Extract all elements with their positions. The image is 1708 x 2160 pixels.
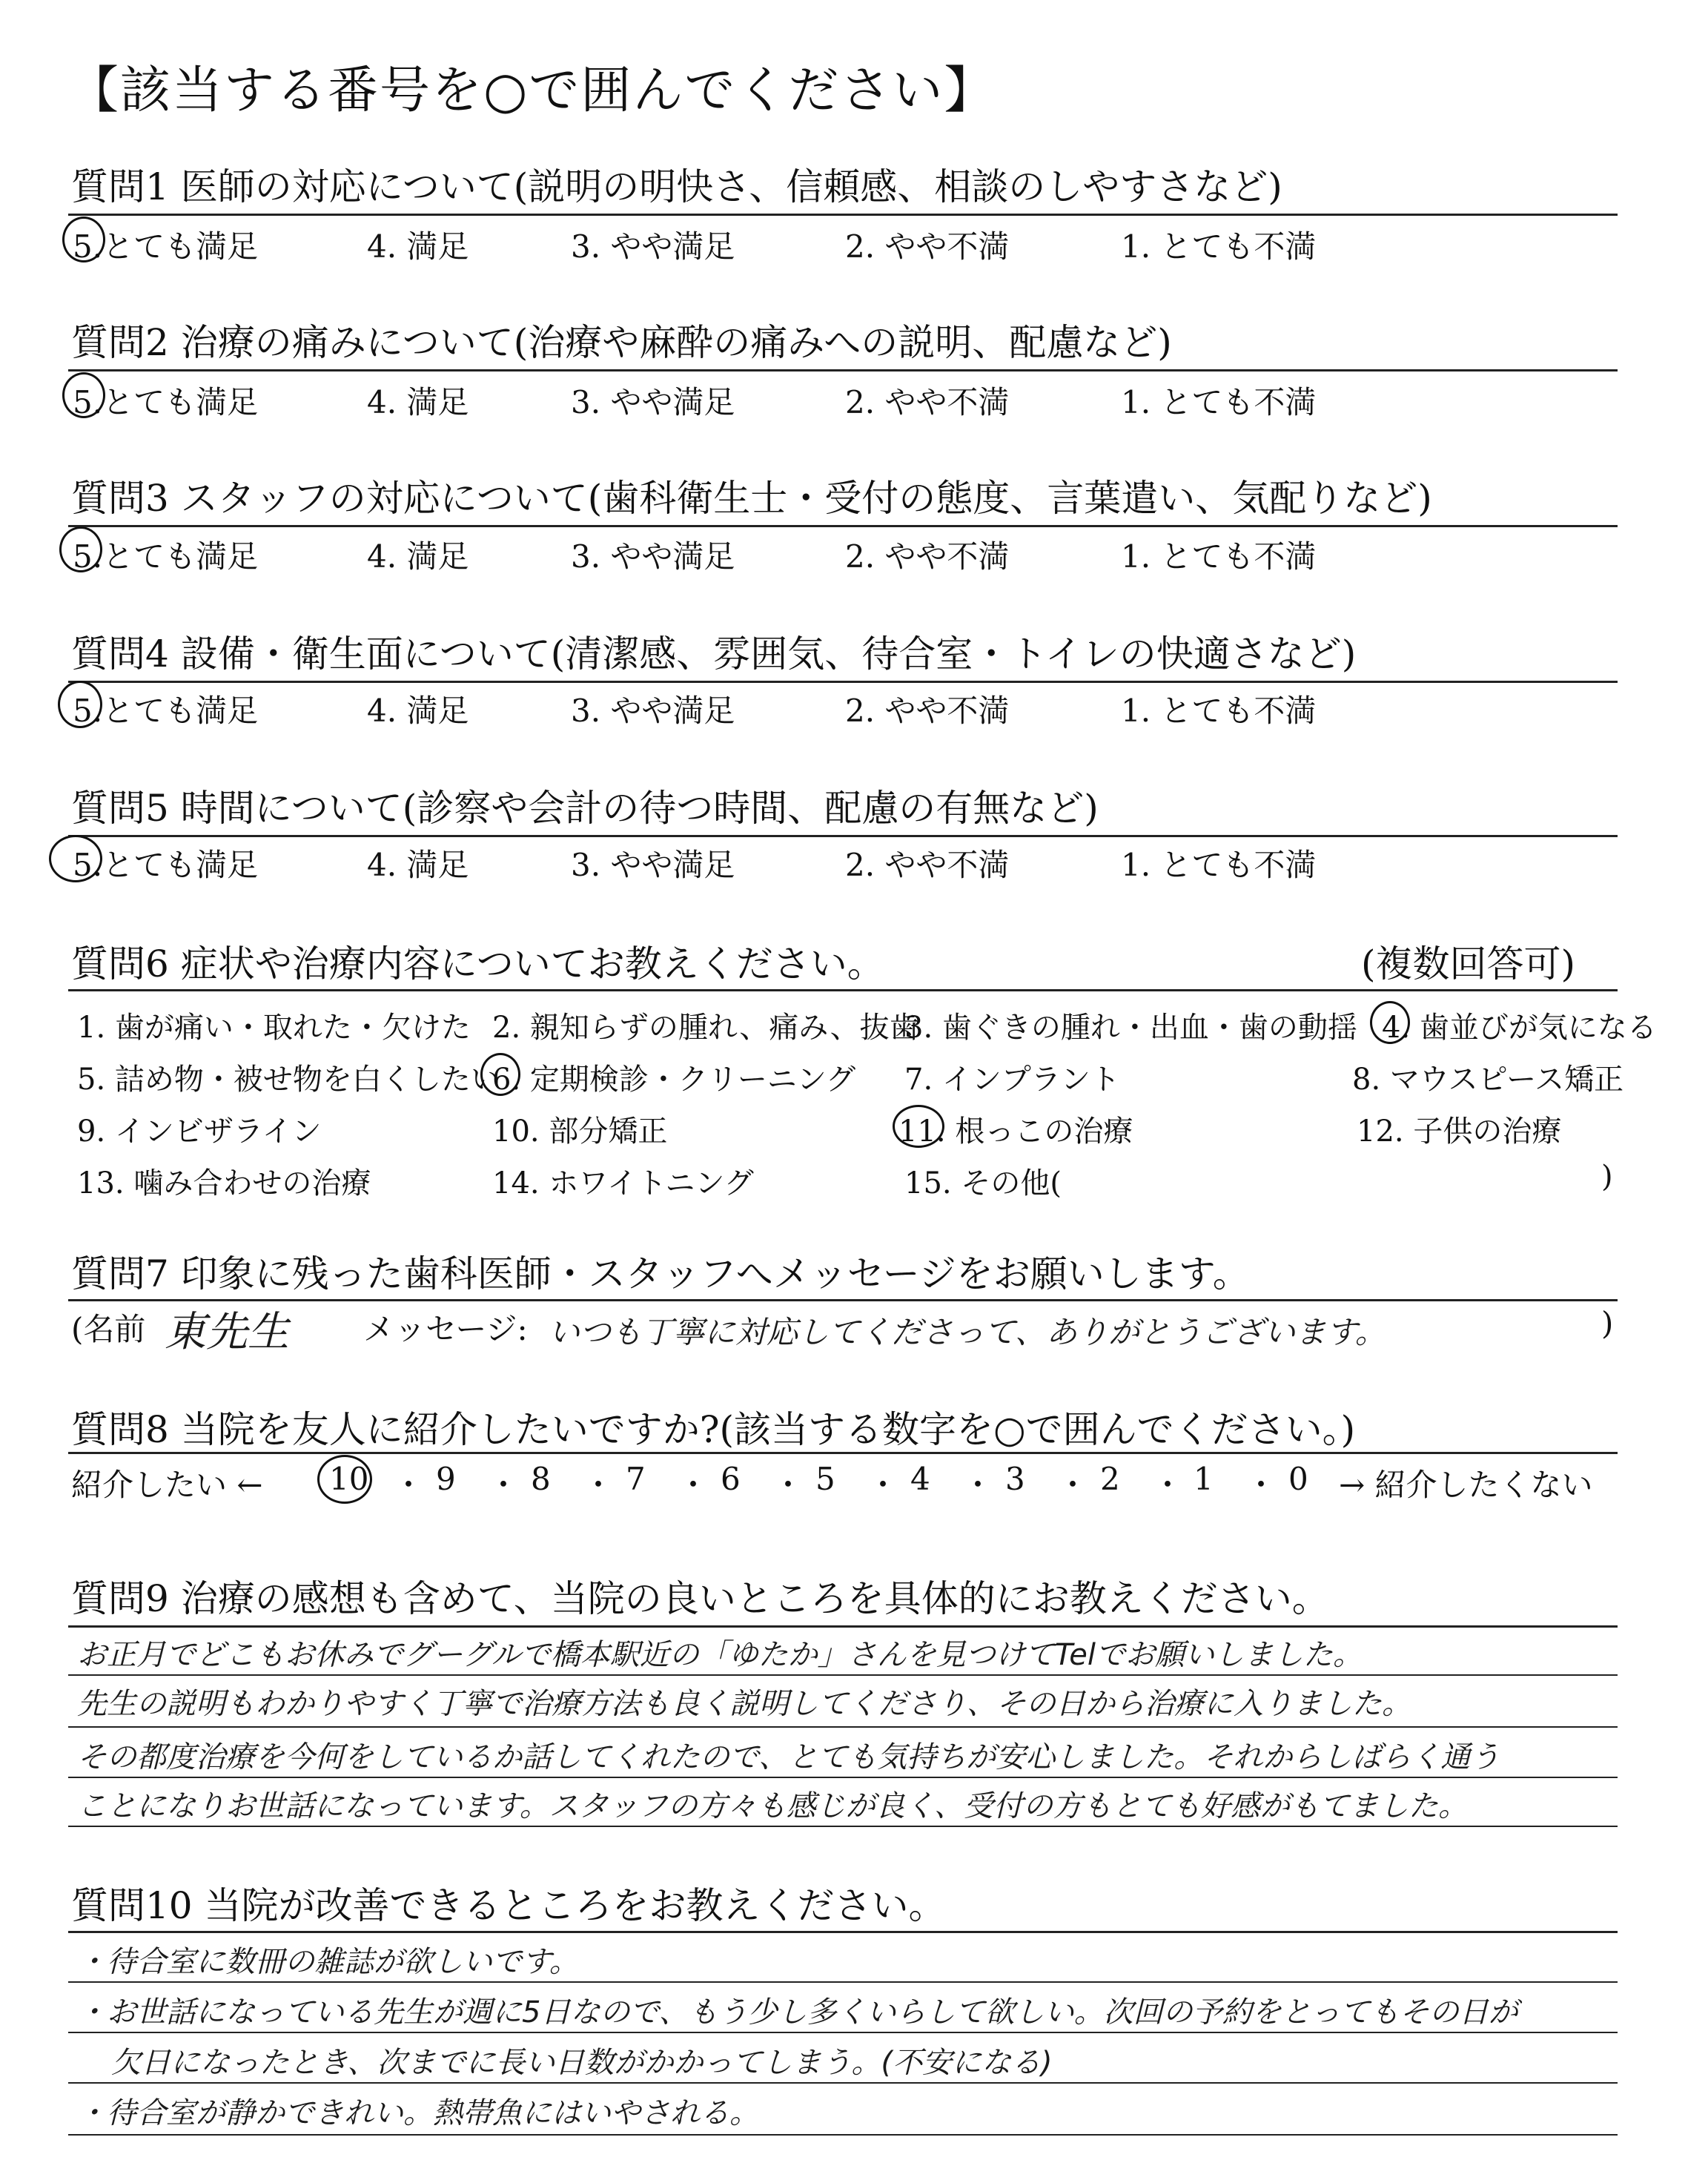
- score-dot: ・: [488, 1467, 520, 1503]
- q6-option-2[interactable]: 2. 親知らずの腫れ、痛み、抜歯: [492, 1011, 919, 1045]
- answer-line-1[interactable]: お正月でどこもお休みでグーグルで橋本駅近の「ゆたか」さんを見つけてTelでお願いしました。: [77, 1638, 1363, 1672]
- option-5[interactable]: 5.とても満足: [73, 538, 259, 575]
- score-5[interactable]: 5: [815, 1461, 835, 1497]
- option-2[interactable]: 2. やや不満: [845, 384, 1010, 420]
- option-5[interactable]: 5.とても満足: [73, 384, 259, 420]
- divider: [68, 681, 1618, 683]
- score-dot: ・: [1152, 1467, 1184, 1503]
- option-4[interactable]: 4. 満足: [367, 228, 469, 265]
- option-1[interactable]: 1. とても不満: [1121, 538, 1317, 575]
- score-dot: ・: [678, 1467, 709, 1503]
- score-3[interactable]: 3: [1005, 1461, 1025, 1497]
- q6-option-1[interactable]: 1. 歯が痛い・取れた・欠けた: [77, 1011, 471, 1045]
- selected-circle: [59, 526, 102, 572]
- selected-circle-6: [480, 1053, 520, 1096]
- score-0[interactable]: 0: [1288, 1461, 1308, 1497]
- question-label: 質問5 時間について(診察や会計の待つ時間、配慮の有無など): [71, 787, 1099, 830]
- score-9[interactable]: 9: [436, 1461, 456, 1497]
- q6-option-3[interactable]: 3. 歯ぐきの腫れ・出血・歯の動揺: [904, 1011, 1357, 1045]
- q6-option-8[interactable]: 8. マウスピース矯正: [1352, 1063, 1624, 1097]
- question-label: 質問1 医師の対応について(説明の明快さ、信頼感、相談のしやすさなど): [71, 165, 1282, 208]
- q6-option-14[interactable]: 14. ホワイトニング: [492, 1166, 754, 1200]
- answer-line-3[interactable]: 欠日になったとき、次までに長い日数がかかってしまう。(不安になる): [111, 2046, 1053, 2080]
- ruled-line: [68, 2082, 1618, 2084]
- question-label: 質問6 症状や治療内容についてお教えください。: [71, 942, 884, 985]
- question-label: 質問9 治療の感想も含めて、当院の良いところを具体的にお教えください。: [71, 1577, 1329, 1620]
- score-8[interactable]: 8: [531, 1461, 551, 1497]
- question-label: 質問10 当院が改善できるところをお教えください。: [71, 1884, 946, 1927]
- answer-line-1[interactable]: ・待合室に数冊の雑誌が欲しいです。: [77, 1945, 579, 1979]
- option-1[interactable]: 1. とても不満: [1121, 228, 1317, 265]
- q6-option-5[interactable]: 5. 詰め物・被せ物を白くしたい: [77, 1063, 500, 1097]
- name-value[interactable]: 東先生: [165, 1308, 289, 1356]
- selected-circle: [62, 372, 105, 418]
- option-2[interactable]: 2. やや不満: [845, 538, 1010, 575]
- score-6[interactable]: 6: [721, 1461, 741, 1497]
- score-dot: ・: [867, 1467, 899, 1503]
- q6-option-6[interactable]: 6. 定期検診・クリーニング: [492, 1063, 856, 1097]
- q6-option-11[interactable]: 11. 根っこの治療: [898, 1114, 1133, 1149]
- selected-circle: [58, 681, 102, 728]
- divider: [68, 214, 1618, 216]
- score-2[interactable]: 2: [1100, 1461, 1120, 1497]
- q6-option-4[interactable]: 4. 歯並びが気になる: [1382, 1011, 1657, 1045]
- page-title: 【該当する番号を○で囲んでください】: [68, 62, 996, 120]
- score-4[interactable]: 4: [910, 1461, 930, 1497]
- divider: [68, 1625, 1618, 1628]
- question-label: 質問3 スタッフの対応について(歯科衛生士・受付の態度、言葉遣い、気配りなど): [71, 477, 1432, 520]
- recommend-left-label: 紹介したい ←: [71, 1467, 263, 1503]
- message-close: ): [1601, 1305, 1614, 1341]
- answer-line-2[interactable]: 先生の説明もわかりやすく丁寧で治療方法も良く説明してくださり、その日から治療に入りました。: [77, 1687, 1411, 1721]
- option-3[interactable]: 3. やや満足: [571, 847, 735, 883]
- selected-circle-10: [317, 1455, 372, 1504]
- ruled-line: [68, 1826, 1618, 1827]
- divider: [68, 1299, 1618, 1301]
- answer-line-4[interactable]: ことになりお世話になっています。スタッフの方々も感じが良く、受付の方もとても好感がもてました。: [77, 1789, 1468, 1823]
- option-4[interactable]: 4. 満足: [367, 847, 469, 883]
- option-4[interactable]: 4. 満足: [367, 538, 469, 575]
- option-5[interactable]: 5.とても満足: [73, 228, 259, 265]
- option-3[interactable]: 3. やや満足: [571, 538, 735, 575]
- name-label: (名前: [71, 1311, 146, 1347]
- score-dot: ・: [772, 1467, 804, 1503]
- ruled-line: [68, 1726, 1618, 1728]
- ruled-line: [68, 1777, 1618, 1778]
- q6-option-12[interactable]: 12. 子供の治療: [1357, 1114, 1562, 1149]
- divider: [68, 835, 1618, 837]
- divider: [68, 1452, 1618, 1454]
- message-label: メッセージ:: [363, 1311, 528, 1347]
- option-1[interactable]: 1. とても不満: [1121, 384, 1317, 420]
- score-dot: ・: [1057, 1467, 1089, 1503]
- score-dot: ・: [583, 1467, 615, 1503]
- q6-option-10[interactable]: 10. 部分矯正: [492, 1114, 668, 1149]
- selected-circle: [62, 217, 105, 262]
- question-label: 質問4 設備・衛生面について(清潔感、雰囲気、待合室・トイレの快適さなど): [71, 633, 1357, 676]
- selected-circle-11: [893, 1105, 944, 1148]
- selected-circle: [49, 835, 102, 882]
- q6-option-13[interactable]: 13. 噛み合わせの治療: [77, 1166, 371, 1200]
- option-5[interactable]: 5.とても満足: [73, 693, 259, 729]
- score-1[interactable]: 1: [1194, 1461, 1214, 1497]
- option-5[interactable]: 5.とても満足: [73, 847, 259, 883]
- selected-circle-4: [1370, 1001, 1410, 1044]
- divider: [68, 525, 1618, 527]
- option-2[interactable]: 2. やや不満: [845, 693, 1010, 729]
- message-value[interactable]: いつも丁寧に対応してくださって、ありがとうございます。: [549, 1314, 1386, 1350]
- recommend-right-label: → 紹介したくない: [1339, 1467, 1593, 1503]
- option-2[interactable]: 2. やや不満: [845, 847, 1010, 883]
- option-4[interactable]: 4. 満足: [367, 693, 469, 729]
- score-dot: ・: [1245, 1467, 1277, 1503]
- option-3[interactable]: 3. やや満足: [571, 384, 735, 420]
- q6-option-15-close: ): [1601, 1160, 1613, 1194]
- ruled-line: [68, 2032, 1618, 2033]
- option-4[interactable]: 4. 満足: [367, 384, 469, 420]
- question-label: 質問7 印象に残った歯科医師・スタッフへメッセージをお願いします。: [71, 1252, 1250, 1295]
- divider: [68, 369, 1618, 371]
- option-3[interactable]: 3. やや満足: [571, 228, 735, 265]
- answer-line-2[interactable]: ・お世話になっている先生が週に5日なので、もう少し多くいらして欲しい。次回の予約をとってもその日が: [77, 1995, 1518, 2029]
- score-7[interactable]: 7: [626, 1461, 646, 1497]
- question-label: 質問8 当院を友人に紹介したいですか?(該当する数字を○で囲んでください。): [71, 1408, 1356, 1451]
- ruled-line: [68, 2134, 1618, 2136]
- multiple-answer-note: (複数回答可): [1361, 942, 1576, 985]
- score-10[interactable]: 10: [329, 1461, 369, 1497]
- option-2[interactable]: 2. やや不満: [845, 228, 1010, 265]
- answer-line-3[interactable]: その都度治療を今何をしているか話してくれたので、とても気持ちが安心しました。それからしばらく通う: [77, 1740, 1500, 1774]
- divider: [68, 1931, 1618, 1933]
- q6-option-7[interactable]: 7. インプラント: [904, 1063, 1120, 1097]
- answer-line-4[interactable]: ・待合室が静かできれい。熱帯魚にはいやされる。: [77, 2096, 759, 2130]
- divider: [68, 989, 1618, 991]
- question-label: 質問2 治療の痛みについて(治療や麻酔の痛みへの説明、配慮など): [71, 321, 1172, 364]
- q6-option-9[interactable]: 9. インビザライン: [77, 1114, 322, 1149]
- option-3[interactable]: 3. やや満足: [571, 693, 735, 729]
- ruled-line: [68, 1674, 1618, 1676]
- ruled-line: [68, 1981, 1618, 1983]
- score-dot: ・: [393, 1467, 425, 1503]
- score-dot: ・: [962, 1467, 994, 1503]
- option-1[interactable]: 1. とても不満: [1121, 847, 1317, 883]
- option-1[interactable]: 1. とても不満: [1121, 693, 1317, 729]
- q6-option-15[interactable]: 15. その他(: [904, 1166, 1062, 1200]
